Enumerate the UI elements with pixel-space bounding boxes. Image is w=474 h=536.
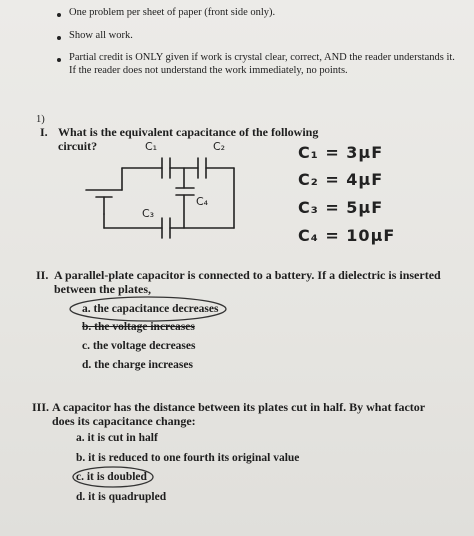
circuit-label-c4: C₄ bbox=[196, 195, 209, 208]
value-c2: C₂ = 4μF bbox=[298, 170, 384, 189]
q2-option-d: d. the charge increases bbox=[82, 359, 193, 371]
q3-option-b: b. it is reduced to one fourth its original value bbox=[76, 452, 300, 464]
value-c4: C₄ = 10μF bbox=[298, 226, 396, 245]
q3-option-c: c. it is doubled bbox=[76, 471, 147, 483]
circuit-label-c2: C₂ bbox=[213, 140, 226, 153]
q2-option-a: a. the capacitance decreases bbox=[82, 303, 219, 315]
q3-text: A capacitor has the distance between its plates cut in half. By what factor does its capacitance change: bbox=[52, 400, 425, 428]
value-c1: C₁ = 3μF bbox=[298, 143, 384, 162]
q3-option-a: a. it is cut in half bbox=[76, 432, 158, 444]
q2-number: II. bbox=[36, 268, 49, 282]
q3-option-d: d. it is quadrupled bbox=[76, 491, 167, 503]
q1-text: What is the equivalent capacitance of the following circuit? bbox=[58, 125, 319, 153]
circuit-label-c1: C₁ bbox=[145, 140, 158, 153]
q1-number: I. bbox=[40, 125, 48, 139]
circuit-label-c3: C₃ bbox=[142, 207, 155, 220]
q3-number: III. bbox=[32, 400, 50, 414]
value-c3: C₃ = 5μF bbox=[298, 198, 384, 217]
q2-option-b: b. the voltage increases bbox=[82, 321, 195, 333]
section-number: 1) bbox=[36, 114, 45, 125]
q2-option-c: c. the voltage decreases bbox=[82, 340, 196, 352]
instruction-3: Partial credit is ONLY given if work is crystal clear, correct, AND the reader understands it. If the reader does not understand the work immediately, no points. bbox=[69, 52, 455, 76]
instruction-2: Show all work. bbox=[69, 30, 133, 41]
instruction-1: One problem per sheet of paper (front side only). bbox=[69, 7, 276, 18]
q2-text: A parallel-plate capacitor is connected to a battery. If a dielectric is inserted between the plates, bbox=[54, 268, 441, 296]
